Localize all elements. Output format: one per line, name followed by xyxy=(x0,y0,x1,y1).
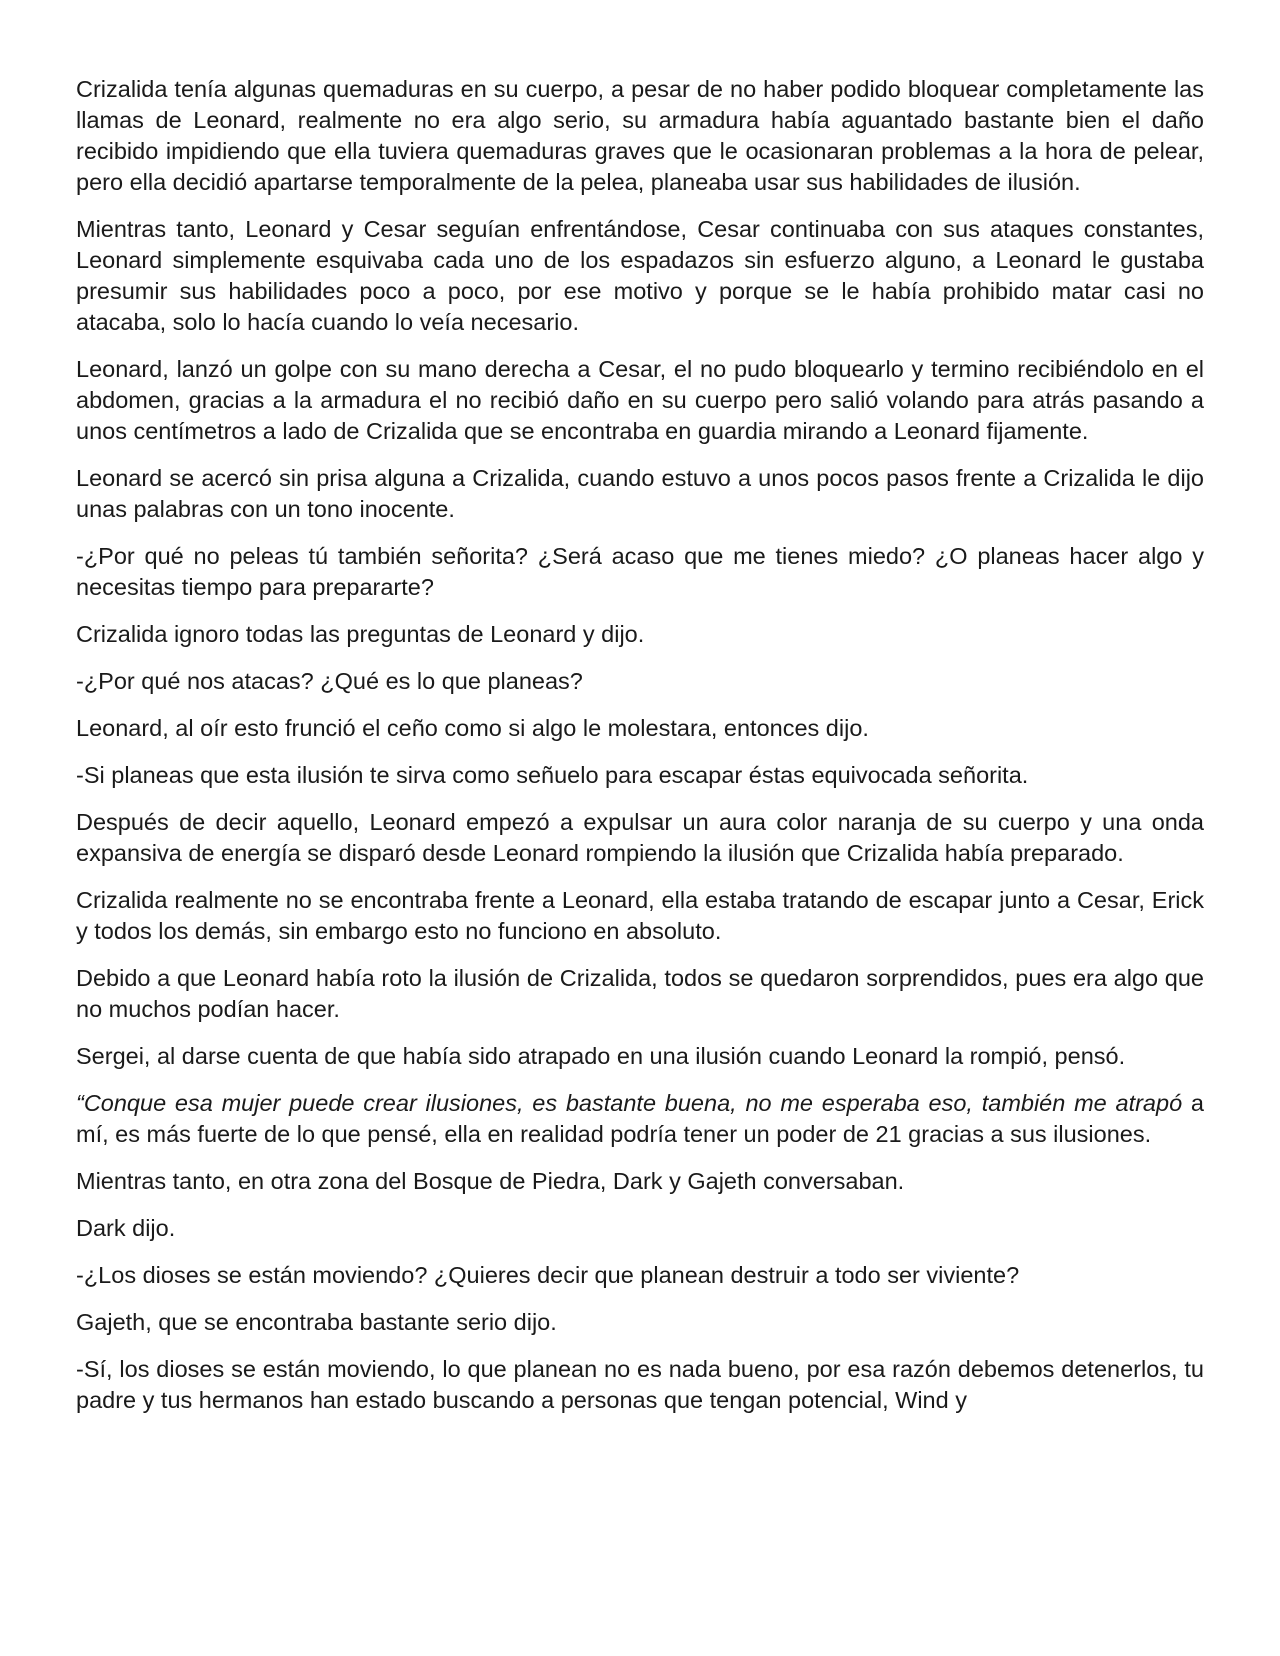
paragraph: Leonard, lanzó un golpe con su mano derecha a Cesar, el no pudo bloquearlo y termino recibiéndolo en el abdomen, gracias a la armadura el no recibió daño en su cuerpo pero salió volando para atrás pasando a unos centímetros a lado de Crizalida que se encontraba en guardia mirando a Leonard fijamente. xyxy=(76,356,1204,444)
paragraph: Crizalida ignoro todas las preguntas de Leonard y dijo. xyxy=(76,621,645,647)
paragraph: Leonard, al oír esto frunció el ceño como si algo le molestara, entonces dijo. xyxy=(76,715,869,741)
thought-paragraph xyxy=(76,1088,1204,1150)
dialogue-line: -¿Por qué no peleas tú también señorita? ¿Será acaso que me tienes miedo? ¿O planeas hacer algo y necesitas tiempo para prepararte? xyxy=(76,543,1204,600)
paragraph: Mientras tanto, en otra zona del Bosque de Piedra, Dark y Gajeth conversaban. xyxy=(76,1168,905,1194)
paragraph: Crizalida tenía algunas quemaduras en su cuerpo, a pesar de no haber podido bloquear completamente las llamas de Leonard, realmente no era algo serio, su armadura había aguantado bastante bien el daño recibido impidiendo que ella tuviera quemaduras graves que le ocasionaran problemas a la hora de pelear, pero ella decidió apartarse temporalmente de la pelea, planeaba usar sus habilidades de ilusión. xyxy=(76,76,1204,195)
paragraph: Mientras tanto, Leonard y Cesar seguían enfrentándose, Cesar continuaba con sus ataques constantes, Leonard simplemente esquivaba cada uno de los espadazos sin esfuerzo alguno, a Leonard le gustaba presumir sus habilidades poco a poco, por ese motivo y porque se le había prohibido matar casi no atacaba, solo lo hacía cuando lo veía necesario. xyxy=(76,216,1204,335)
dialogue-line: -¿Por qué nos atacas? ¿Qué es lo que planeas? xyxy=(76,668,583,694)
dialogue-line: -Sí, los dioses se están moviendo, lo que planean no es nada bueno, por esa razón debemos detenerlos, tu padre y tus hermanos han estado buscando a personas que tengan potencial, Wind y xyxy=(76,1356,1204,1413)
dialogue-line: -¿Los dioses se están moviendo? ¿Quieres decir que planean destruir a todo ser viviente? xyxy=(76,1262,1020,1288)
paragraph: Sergei, al darse cuenta de que había sido atrapado en una ilusión cuando Leonard la rompió, pensó. xyxy=(76,1043,1126,1069)
paragraph: Gajeth, que se encontraba bastante serio dijo. xyxy=(76,1309,557,1335)
paragraph: Después de decir aquello, Leonard empezó a expulsar un aura color naranja de su cuerpo y una onda expansiva de energía se disparó desde Leonard rompiendo la ilusión que Crizalida había preparado. xyxy=(76,809,1204,866)
dialogue-line: -Si planeas que esta ilusión te sirva como señuelo para escapar éstas equivocada señorita. xyxy=(76,762,1029,788)
italic-thought: “Conque esa mujer puede crear ilusiones, es bastante buena, no me esperaba eso, también me atrapó xyxy=(76,1090,1183,1116)
paragraph: Dark dijo. xyxy=(76,1215,176,1241)
thought-continuation: a mí, es más fuerte de lo que pensé, ella en realidad podría tener un poder de 21 gracias a sus ilusiones. xyxy=(76,1090,1204,1147)
paragraph: Debido a que Leonard había roto la ilusión de Crizalida, todos se quedaron sorprendidos, pues era algo que no muchos podían hacer. xyxy=(76,965,1204,1022)
paragraph: Leonard se acercó sin prisa alguna a Crizalida, cuando estuvo a unos pocos pasos frente a Crizalida le dijo unas palabras con un tono inocente. xyxy=(76,465,1204,522)
paragraph: Crizalida realmente no se encontraba frente a Leonard, ella estaba tratando de escapar junto a Cesar, Erick y todos los demás, sin embargo esto no funciono en absoluto. xyxy=(76,887,1204,944)
